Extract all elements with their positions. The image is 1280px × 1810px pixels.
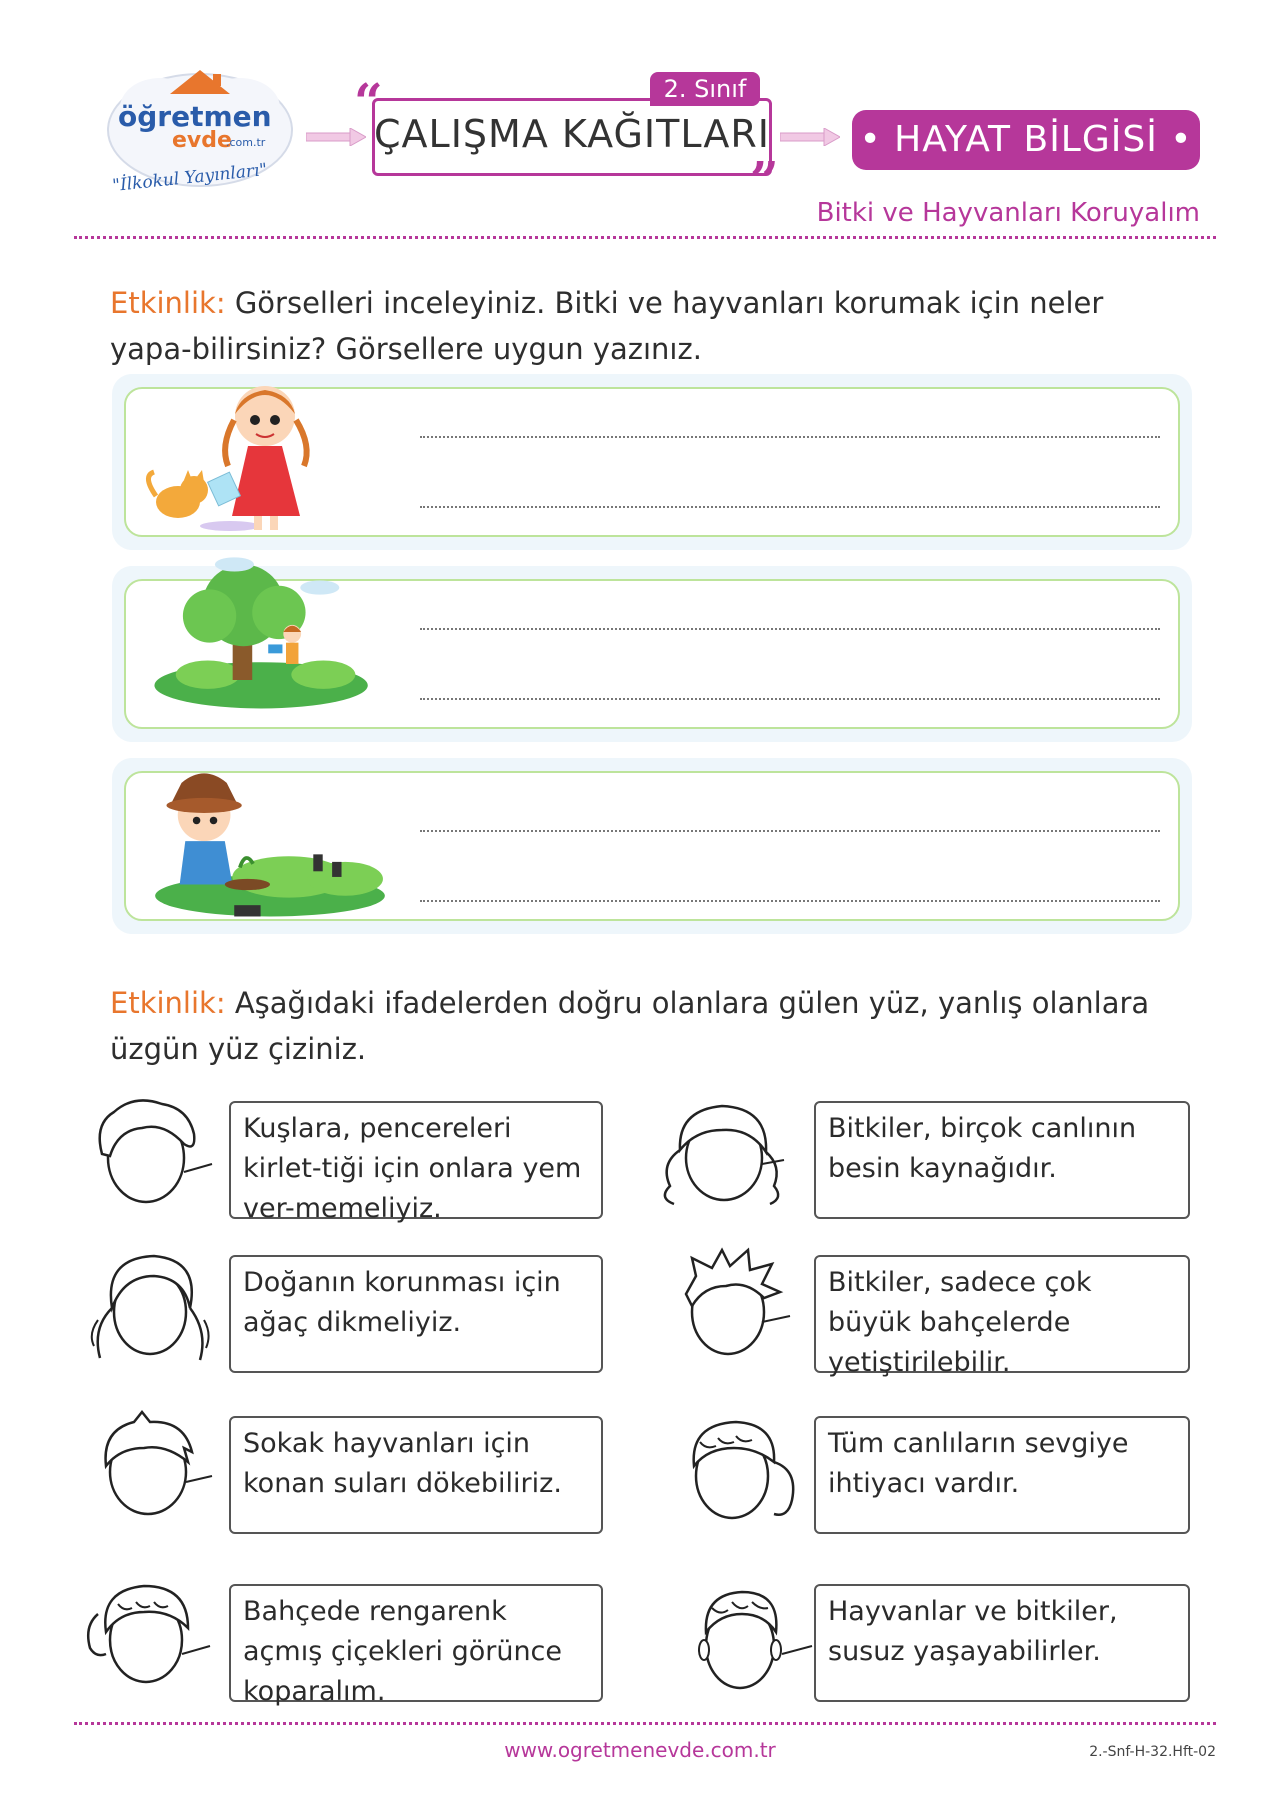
subject-badge: • HAYAT BİLGİSİ •: [852, 110, 1200, 170]
logo-tagline: "İlkokul Yayınları": [111, 159, 269, 197]
write-line[interactable]: [420, 436, 1160, 438]
statement-box-1: Kuşlara, pencereleri kirlet-tiği için onlara yem ver-memeliyiz.: [229, 1101, 603, 1219]
statement-box-6: Tüm canlıların sevgiye ihtiyacı vardır.: [814, 1416, 1190, 1534]
grade-tag: 2. Sınıf: [650, 72, 760, 106]
arrow-right-icon: [780, 128, 840, 146]
statement-box-2: Bitkiler, birçok canlının besin kaynağıdır.: [814, 1101, 1190, 1219]
write-line[interactable]: [420, 830, 1160, 832]
write-line[interactable]: [420, 698, 1160, 700]
logo-domain: .com.tr: [226, 136, 266, 149]
statement-box-4: Bitkiler, sadece çok büyük bahçelerde yetiştirilebilir.: [814, 1255, 1190, 1373]
logo-main-text: öğretmen: [118, 100, 272, 133]
face-outline-icon[interactable]: [84, 1406, 214, 1526]
page-title: ÇALIŞMA KAĞITLARI: [374, 112, 770, 156]
topic-title: Bitki ve Hayvanları Koruyalım: [816, 198, 1200, 228]
activity1-text: Görselleri inceleyiniz. Bitki ve hayvanları korumak için neler yapa-bilirsiniz? Görsellere uygun yazınız.: [110, 286, 1104, 366]
statement-box-5: Sokak hayvanları için konan suları dökebiliriz.: [229, 1416, 603, 1534]
open-quote-icon: “: [354, 72, 383, 131]
write-line[interactable]: [420, 628, 1160, 630]
face-outline-icon[interactable]: [84, 1248, 214, 1368]
face-outline-icon[interactable]: [686, 1580, 816, 1700]
girl-watering-cat-illustration: [140, 376, 400, 536]
activity2-label: Etkinlik:: [110, 986, 226, 1020]
footer-url[interactable]: www.ogretmenevde.com.tr: [504, 1738, 776, 1762]
statement-box-8: Hayvanlar ve bitkiler, susuz yaşayabilirler.: [814, 1584, 1190, 1702]
header-divider: [74, 236, 1216, 239]
footer-divider: [74, 1722, 1216, 1725]
activity1-label: Etkinlik:: [110, 286, 226, 320]
activity2-text: Aşağıdaki ifadelerden doğru olanlara gülen yüz, yanlış olanlara üzgün yüz çiziniz.: [110, 986, 1150, 1066]
face-outline-icon[interactable]: [84, 1574, 214, 1694]
face-outline-icon[interactable]: [84, 1094, 214, 1214]
activity2-instruction: [110, 980, 1180, 1072]
face-outline-icon[interactable]: [666, 1246, 796, 1366]
write-line[interactable]: [420, 506, 1160, 508]
write-line[interactable]: [420, 900, 1160, 902]
statement-box-3: Doğanın korunması için ağaç dikmeliyiz.: [229, 1255, 603, 1373]
statement-box-7: Bahçede rengarenk açmış çiçekleri görünce koparalım.: [229, 1584, 603, 1702]
activity1-instruction: [110, 280, 1180, 372]
footer-code: 2.-Snf-H-32.Hft-02: [1089, 1744, 1216, 1760]
face-outline-icon[interactable]: [676, 1410, 806, 1530]
boy-planting-sapling-illustration: [140, 764, 400, 924]
close-quote-icon: ”: [750, 150, 779, 209]
face-outline-icon[interactable]: [656, 1094, 786, 1214]
boy-watering-tree-illustration: [140, 552, 400, 712]
logo-sub-text: evde: [172, 128, 232, 153]
